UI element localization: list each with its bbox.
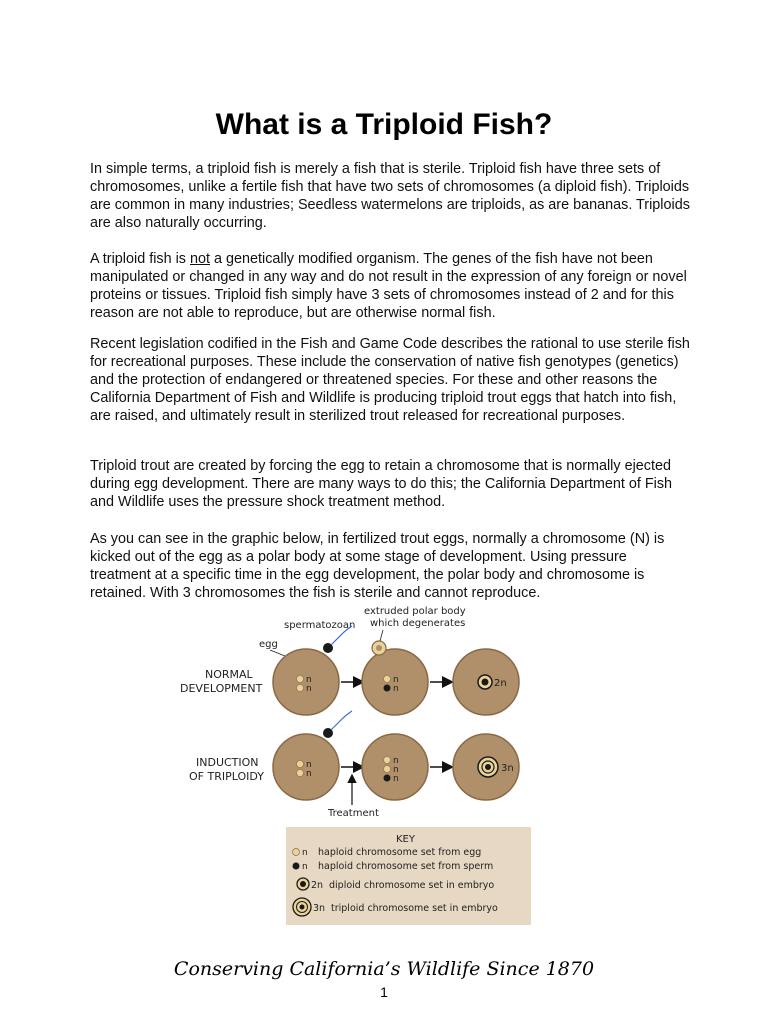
n-label: n	[393, 765, 399, 775]
page-title: What is a Triploid Fish?	[215, 108, 553, 141]
label-2n: 2n	[494, 678, 507, 689]
nucleus-egg-4a	[384, 757, 391, 764]
n-label: n	[393, 774, 399, 784]
key-sym-1: n	[302, 848, 308, 858]
key-icon-3n-core	[300, 905, 305, 910]
key-text-3: diploid chromosome set in embryo	[329, 880, 495, 891]
n-label: n	[306, 769, 312, 779]
nucleus-egg-4b	[384, 766, 391, 773]
sperm-tail-triploid	[331, 711, 352, 730]
n-label: n	[393, 675, 399, 685]
label-normal-line2: DEVELOPMENT	[180, 682, 263, 695]
key-title: KEY	[396, 834, 415, 845]
nucleus-egg-3a	[297, 761, 304, 768]
key-icon-2n-core	[300, 881, 306, 887]
triploidy-diagram	[0, 600, 768, 940]
nucleus-sperm-2a	[384, 685, 391, 692]
paragraph-not-gmo-start: A triploid fish is	[90, 251, 190, 267]
label-egg: egg	[259, 639, 278, 650]
n-label: n	[306, 760, 312, 770]
label-induction-line1: INDUCTION	[196, 756, 259, 769]
key-sym-2: n	[302, 862, 308, 872]
key-text-4: triploid chromosome set in embryo	[331, 903, 498, 914]
paragraph-legislation: Recent legislation codified in the Fish and Game Code describes the rational to use sterile fish for recreational purposes. These include the conservation of native fish genotypes (genetics) and the protection of endangered or threatened species. For these and other reasons the California Department of Fish and Wildlife is producing triploid trout eggs that hatch into fish, are raised, and ultimately result in sterilized trout released for recreational purposes.	[90, 336, 690, 424]
key-sym-4: 3n	[313, 903, 326, 914]
key-sym-3: 2n	[311, 880, 324, 891]
paragraph-graphic-intro: As you can see in the graphic below, in fertilized trout eggs, normally a chromosome (N) is kicked out of the egg as a polar body at some stage of development. Using pressure treatment at a specific time in the egg development, the polar body and chromosome is retained. With 3 chromosomes the fish is sterile and cannot reproduce.	[90, 531, 665, 601]
key-text-2: haploid chromosome set from sperm	[318, 861, 494, 872]
label-spermatozoan: spermatozoan	[284, 620, 356, 631]
n-label: n	[393, 756, 399, 766]
key-icon-sperm	[293, 863, 300, 870]
paragraph-pressure-shock: Triploid trout are created by forcing the egg to retain a chromosome that is normally ejected during egg development. There are many ways to do this; the California Department of Fish and Wildlife uses the pressure shock treatment method.	[90, 458, 673, 510]
key-text-1: haploid chromosome set from egg	[318, 847, 482, 858]
n-label: n	[393, 684, 399, 694]
polar-body-core	[376, 645, 382, 651]
diploid-nucleus-core	[482, 679, 489, 686]
n-label: n	[306, 684, 312, 694]
paragraph-not-gmo-end: a genetically modified organism. The genes of the fish have not been manipulated or changed in any way and do not result in the expression of any foreign or novel proteins or tissues. Triploid fish simply have 3 sets of chromosomes instead of 2 and for this reason are not able to reproduce, but are otherwise normal fish.	[90, 251, 687, 321]
extruded-pointer-line	[380, 630, 383, 641]
nucleus-sperm-4	[384, 775, 391, 782]
label-treatment: Treatment	[328, 808, 379, 819]
label-3n: 3n	[501, 763, 514, 774]
nucleus-egg-1b	[297, 685, 304, 692]
label-normal-line1: NORMAL	[205, 668, 253, 681]
triploid-nucleus-core	[485, 764, 491, 770]
paragraph-intro: In simple terms, a triploid fish is merely a fish that is sterile. Triploid fish have three sets of chromosomes, unlike a fertile fish that have two sets of chromosomes (a diploid fish). Triploids are common in many industries; Seedless watermelons are triploids, as are bananas. Triploids are also naturally occurring.	[90, 161, 690, 231]
label-extruded-line2: which degenerates	[370, 618, 466, 629]
key-icon-egg	[293, 849, 300, 856]
page-number: 1	[380, 984, 388, 1000]
nucleus-egg-2a	[384, 676, 391, 683]
n-label: n	[306, 675, 312, 685]
footer-slogan: Conserving California’s Wildlife Since 1870	[173, 958, 595, 980]
paragraph-not-gmo	[90, 250, 690, 322]
nucleus-egg-3b	[297, 770, 304, 777]
underlined-not: not	[189, 251, 210, 267]
label-extruded-line1: extruded polar body	[364, 606, 466, 617]
label-induction-line2: OF TRIPLOIDY	[189, 770, 264, 783]
nucleus-egg-1a	[297, 676, 304, 683]
